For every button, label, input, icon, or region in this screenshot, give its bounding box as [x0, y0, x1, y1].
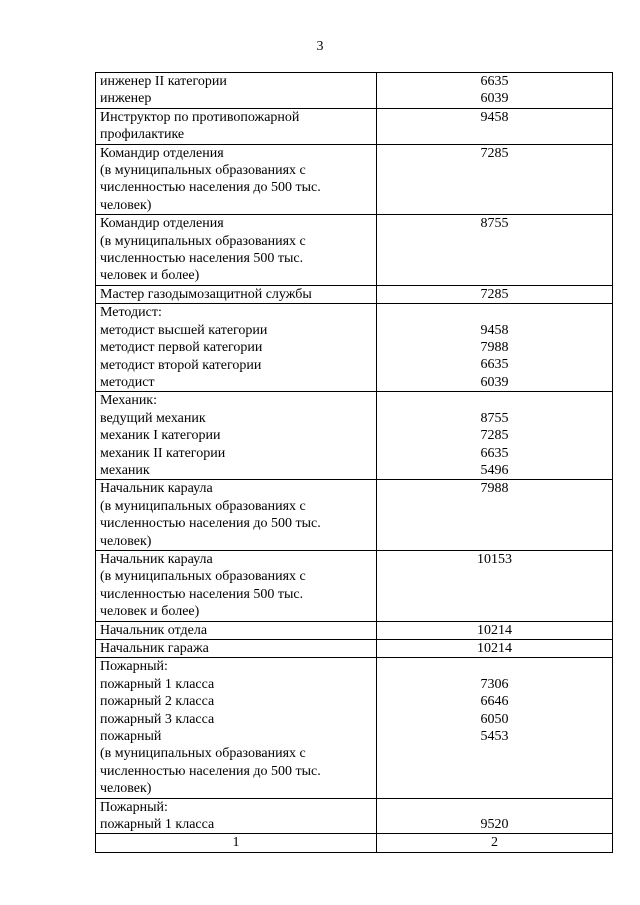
table-row [96, 798, 613, 834]
position-text: Начальник гаража [100, 641, 209, 656]
salary-value: 8755 [480, 410, 509, 426]
position-text: (в муниципальных образованиях с [100, 163, 306, 179]
position-cell [96, 640, 377, 658]
salary-value: 7988 [480, 340, 509, 356]
salary-cell [377, 73, 613, 109]
salary-value: 8755 [480, 216, 509, 232]
position-cell [96, 480, 377, 551]
position-text: инженер II категории [100, 74, 227, 89]
position-text: численностью населения до 500 тыс. [100, 180, 321, 196]
position-text: методист первой категории [100, 340, 263, 356]
salary-value: 6050 [480, 711, 509, 727]
position-text: Начальник караула [100, 551, 213, 567]
salary-value: 6635 [480, 357, 509, 373]
column-number-1: 1 [96, 834, 377, 852]
position-text: Мастер газодымозащитной службы [100, 286, 312, 302]
position-text: человек) [100, 197, 152, 213]
position-text: пожарный 3 класса [100, 711, 215, 727]
salary-value: 7285 [480, 286, 509, 302]
salary-value: 6039 [480, 374, 509, 390]
salary-value: 6039 [480, 91, 509, 107]
position-text: численностью населения до 500 тыс. [100, 516, 321, 532]
position-text: ведущий механик [100, 410, 206, 426]
table-row [96, 215, 613, 286]
position-text: численностью населения до 500 тыс. [100, 763, 321, 779]
salary-cell [377, 550, 613, 621]
position-text: пожарный 1 класса [100, 676, 215, 692]
salary-value: 10153 [477, 551, 512, 567]
position-text: Пожарный: [100, 659, 168, 675]
salary-value: 7285 [480, 145, 509, 161]
position-text: Методист: [100, 305, 162, 321]
table-row [96, 285, 613, 303]
salary-spacer [377, 799, 612, 816]
position-cell [96, 285, 377, 303]
position-text: Командир отделения [100, 145, 224, 161]
position-text: профилактике [100, 127, 185, 143]
salary-spacer [377, 392, 612, 409]
position-cell [96, 392, 377, 480]
position-text: Пожарный: [100, 799, 168, 815]
salary-value: 5453 [480, 729, 509, 745]
salary-cell [377, 108, 613, 144]
column-number-row [96, 834, 613, 852]
table-row [96, 73, 613, 109]
table-row [96, 550, 613, 621]
salary-cell [377, 392, 613, 480]
position-cell [96, 304, 377, 392]
position-text: методист второй категории [100, 357, 262, 373]
salary-value: 7306 [480, 676, 509, 692]
salary-cell [377, 658, 613, 798]
salary-cell [377, 640, 613, 658]
table-row [96, 658, 613, 798]
table-row [96, 304, 613, 392]
table-row [96, 640, 613, 658]
position-cell [96, 658, 377, 798]
position-text: численностью населения 500 тыс. [100, 251, 304, 267]
salary-value: 6646 [480, 694, 509, 710]
position-text: Начальник караула [100, 481, 213, 497]
position-text: человек) [100, 533, 152, 549]
position-cell [96, 215, 377, 286]
position-text: инженер [100, 91, 152, 107]
position-text: человек и более) [100, 604, 200, 620]
salary-value: 9520 [480, 817, 509, 833]
position-text: механик I категории [100, 428, 221, 444]
position-cell [96, 73, 377, 109]
position-text: Механик: [100, 393, 157, 409]
position-text: численностью населения 500 тыс. [100, 586, 304, 602]
salary-value: 7988 [480, 481, 509, 497]
position-text: (в муниципальных образованиях с [100, 498, 306, 514]
position-cell [96, 144, 377, 215]
table-row [96, 144, 613, 215]
salary-cell [377, 215, 613, 286]
position-text: человек) [100, 781, 152, 797]
position-text: механик II категории [100, 445, 226, 461]
position-text: методист [100, 374, 155, 390]
column-number-2: 2 [377, 834, 613, 852]
page-number: 3 [316, 39, 324, 54]
salary-value: 9458 [480, 109, 509, 125]
salary-value: 6635 [480, 445, 509, 461]
position-text: человек и более) [100, 268, 200, 284]
salary-table-body [96, 73, 613, 834]
position-text: (в муниципальных образованиях с [100, 746, 306, 762]
table-row [96, 392, 613, 480]
salary-table [95, 72, 613, 853]
table-row [96, 108, 613, 144]
salary-cell [377, 621, 613, 639]
position-text: Начальник отдела [100, 622, 208, 638]
position-cell [96, 621, 377, 639]
salary-cell [377, 480, 613, 551]
position-cell [96, 798, 377, 834]
position-text: (в муниципальных образованиях с [100, 569, 306, 585]
position-text: пожарный 2 класса [100, 694, 215, 710]
salary-cell [377, 285, 613, 303]
salary-cell [377, 304, 613, 392]
table-row [96, 480, 613, 551]
salary-value: 5496 [480, 462, 509, 478]
salary-spacer [377, 658, 612, 675]
position-text: пожарный 1 класса [100, 817, 215, 833]
salary-cell [377, 144, 613, 215]
salary-value: 9458 [480, 322, 509, 338]
position-text: пожарный [100, 729, 162, 745]
salary-value: 6635 [480, 74, 509, 89]
salary-cell [377, 798, 613, 834]
position-text: Инструктор по противопожарной [100, 109, 300, 125]
position-cell [96, 108, 377, 144]
position-text: механик [100, 462, 150, 478]
salary-spacer [377, 304, 612, 321]
position-text: (в муниципальных образованиях с [100, 233, 306, 249]
position-text: Командир отделения [100, 216, 224, 232]
position-text: методист высшей категории [100, 322, 268, 338]
salary-value: 10214 [477, 641, 512, 656]
position-cell [96, 550, 377, 621]
salary-value: 10214 [477, 622, 512, 638]
salary-value: 7285 [480, 428, 509, 444]
table-row [96, 621, 613, 639]
